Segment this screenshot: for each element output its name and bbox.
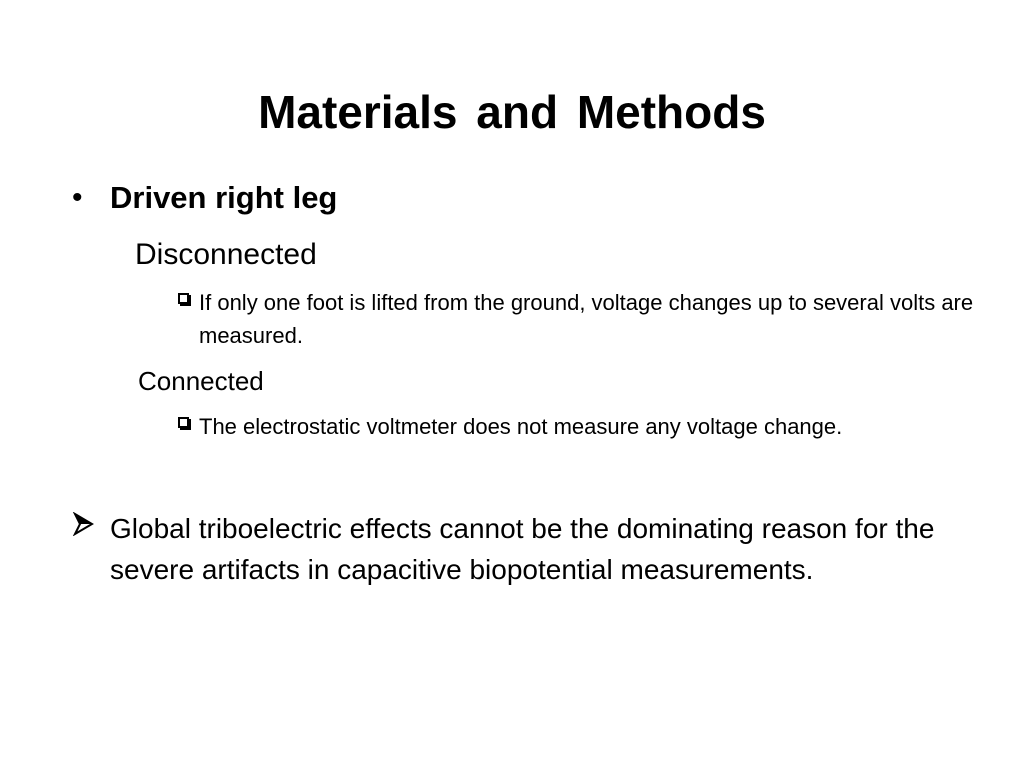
round-bullet-icon: • [72, 181, 83, 214]
connected-detail: The electrostatic voltmeter does not measure any voltage change. [199, 414, 843, 439]
section-heading: Driven right leg [110, 180, 338, 215]
square-bullet-icon [178, 417, 189, 428]
arrow-bullet-icon [72, 512, 94, 536]
conclusion-text: Global triboelectric effects cannot be the dominating reason for the severe artifacts in capacitive biopotential measurements. [110, 513, 935, 585]
disconnected-label: Disconnected [135, 238, 317, 271]
square-bullet-icon [178, 293, 189, 304]
slide-title: Materials and Methods [258, 86, 766, 138]
disconnected-detail: If only one foot is lifted from the ground, voltage changes up to several volts are measured. [199, 290, 974, 348]
connected-label: Connected [138, 366, 264, 396]
